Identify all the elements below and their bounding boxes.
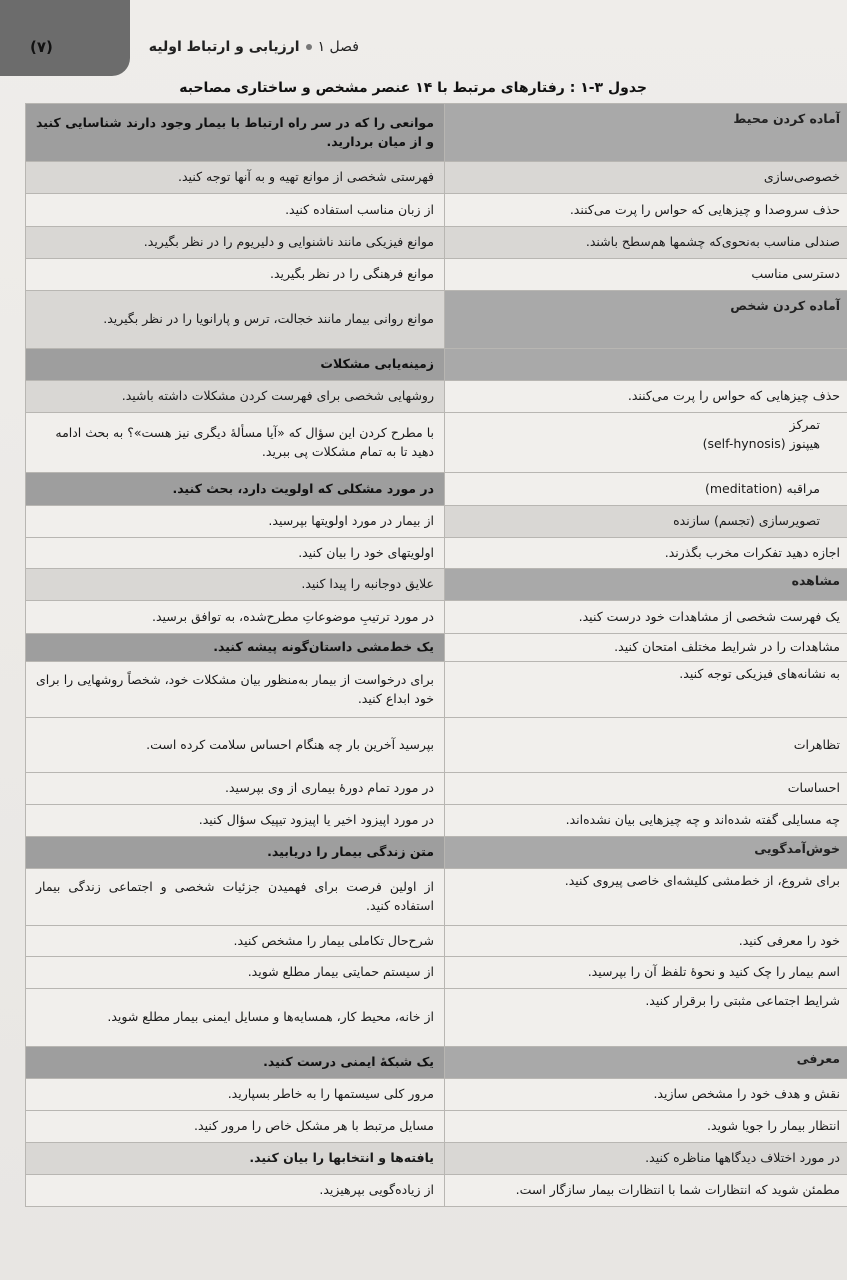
table-cell: انتظار بیمار را جویا شوید. (445, 1111, 847, 1143)
table-cell: تصویرسازی (تجسم) سازنده (445, 506, 847, 538)
table-row (26, 381, 847, 413)
table-cell: حذف سروصدا و چیزهایی که حواس را پرت می‌کنند. (445, 194, 847, 227)
table-cell: خود را معرفی کنید. (445, 926, 847, 957)
table-cell: موانع فیزیکی مانند ناشنوایی و دلیریوم را در نظر بگیرید. (26, 227, 445, 259)
table-cell: در مورد اختلاف دیدگاهها مناظره کنید. (445, 1143, 847, 1175)
table-row (26, 869, 847, 926)
term-label: هیپنوز (789, 435, 820, 451)
table-row (26, 104, 847, 162)
table-cell: با مطرح کردن این سؤال که «آیا مسألهٔ دیگری نیز هست»؟ به بحث ادامه دهید تا به تمام مشکلات پی ببرید. (26, 413, 445, 473)
chapter-label: فصل ۱ (317, 39, 359, 55)
table-cell: بپرسید آخرین بار چه هنگام احساس سلامت کرده است. (26, 718, 445, 773)
table-cell: فهرستی شخصی از موانع تهیه و به آنها توجه کنید. (26, 162, 445, 194)
table-cell: موانع فرهنگی را در نظر بگیرید. (26, 259, 445, 291)
page-number: (۷) (30, 38, 53, 56)
table-cell: خصوصی‌سازی (445, 162, 847, 194)
list-item (455, 435, 820, 454)
table-cell (445, 473, 847, 506)
table-row (26, 291, 847, 349)
table-cell: در مورد ترتیبِ موضوعاتِ مطرح‌شده، به توافق برسید. (26, 601, 445, 634)
table-cell: شرح‌حال تکاملی بیمار را مشخص کنید. (26, 926, 445, 957)
table-cell: صندلی مناسب به‌نحوی‌که چشمها هم‌سطح باشند. (445, 227, 847, 259)
table-cell: دسترسی مناسب (445, 259, 847, 291)
table-cell: مرور کلی سیستمها را به خاطر بسپارید. (26, 1079, 445, 1111)
section-heading: یک شبکهٔ ایمنی درست کنید. (26, 1047, 445, 1079)
table-cell: از زیاده‌گویی بپرهیزید. (26, 1175, 445, 1207)
section-heading: موانعی را که در سر راه ارتباط با بیمار وجود دارند شناسایی کنید و از میان بردارید. (26, 104, 445, 162)
table-cell: از سیستم حمایتی بیمار مطلع شوید. (26, 957, 445, 989)
table-cell: اجازه دهید تفکرات مخرب بگذرند. (445, 538, 847, 569)
table-row (26, 413, 847, 473)
table-cell: احساسات (445, 773, 847, 805)
table-row (26, 957, 847, 989)
table-row (26, 473, 847, 506)
behaviors-table (25, 103, 847, 1207)
table-row (26, 837, 847, 869)
table-cell: چه مسایلی گفته شده‌اند و چه چیزهایی بیان نشده‌اند. (445, 805, 847, 837)
table-title: جدول ۳-۱ : رفتارهای مرتبط با ۱۴ عنصر مشخص و ساختاری مصاحبه (179, 80, 647, 96)
running-header (149, 39, 359, 55)
table-row (26, 989, 847, 1047)
table-row (26, 1111, 847, 1143)
table-row (26, 1079, 847, 1111)
table-cell: در مورد تمام دورهٔ بیماری از وی بپرسید. (26, 773, 445, 805)
table-cell: اسم بیمار را چک کنید و نحوهٔ تلفظ آن را بپرسید. (445, 957, 847, 989)
table-row (26, 773, 847, 805)
section-heading: خوش‌آمدگویی (445, 837, 847, 869)
table-row (26, 506, 847, 538)
chapter-title: ارزیابی و ارتباط اولیه (148, 39, 300, 55)
term-label: مراقبه (786, 480, 820, 496)
term-english: (meditation) (704, 480, 783, 496)
bullet-dot-icon (306, 44, 312, 50)
table-row (26, 926, 847, 957)
table-row (26, 569, 847, 601)
table-cell: مسایل مرتبط با هر مشکل خاص را مرور کنید. (26, 1111, 445, 1143)
table-cell: شرایط اجتماعی مثبتی را برقرار کنید. (445, 989, 847, 1047)
table-cell: حذف چیزهایی که حواس را پرت می‌کنند. (445, 381, 847, 413)
section-heading: یک خط‌مشی داستان‌گونه پیشه کنید. (26, 634, 445, 662)
page-number-tab (0, 0, 130, 76)
table-row (26, 1143, 847, 1175)
table-row (26, 1175, 847, 1207)
table-row (26, 662, 847, 718)
table-cell: برای درخواست از بیمار به‌منظور بیان مشکلات خود، شخصاً روشهایی را برای خود ابداع کنید. (26, 662, 445, 718)
table-cell: مطمئن شوید که انتظارات شما با انتظارات بیمار سازگار است. (445, 1175, 847, 1207)
table-cell: از زبان مناسب استفاده کنید. (26, 194, 445, 227)
table-cell: از اولین فرصت برای فهمیدن جزئیات شخصی و اجتماعی زندگی بیمار استفاده کنید. (26, 869, 445, 926)
table-cell: روشهایی شخصی برای فهرست کردن مشکلات داشته باشید. (26, 381, 445, 413)
section-heading: متن زندگی بیمار را دریابید. (26, 837, 445, 869)
table-cell: در مورد اپیزود اخیر یا اپیزود تیپیک سؤال کنید. (26, 805, 445, 837)
section-heading: آماده کردن محیط (445, 104, 847, 162)
table-cell: مشاهدات را در شرایط مختلف امتحان کنید. (445, 634, 847, 662)
table-row (26, 227, 847, 259)
table-cell: برای شروع، از خط‌مشی کلیشه‌ای خاصی پیروی کنید. (445, 869, 847, 926)
table-cell: به نشانه‌های فیزیکی توجه کنید. (445, 662, 847, 718)
table-row (26, 349, 847, 381)
table-cell (445, 413, 847, 473)
section-heading: مشاهده (445, 569, 847, 601)
table-cell (445, 349, 847, 381)
term-english: (self-hynosis) (702, 435, 786, 451)
table-row (26, 538, 847, 569)
table-row (26, 259, 847, 291)
table-row (26, 718, 847, 773)
table-cell: از خانه، محیط کار، همسایه‌ها و مسایل ایمنی بیمار مطلع شوید. (26, 989, 445, 1047)
section-heading: آماده کردن شخص (445, 291, 847, 349)
table-row (26, 194, 847, 227)
table-cell: از بیمار در مورد اولویتها بپرسید. (26, 506, 445, 538)
table-cell: علایق دوجانبه را پیدا کنید. (26, 569, 445, 601)
table-row (26, 1047, 847, 1079)
section-heading: یافته‌ها و انتخابها را بیان کنید. (26, 1143, 445, 1175)
section-heading: معرفی (445, 1047, 847, 1079)
table-row (26, 634, 847, 662)
table-cell: یک فهرست شخصی از مشاهدات خود درست کنید. (445, 601, 847, 634)
table-cell: تظاهرات (445, 718, 847, 773)
table-cell: موانع روانی بیمار مانند خجالت، ترس و پارانویا را در نظر بگیرید. (26, 291, 445, 349)
table-cell: اولویتهای خود را بیان کنید. (26, 538, 445, 569)
section-heading: زمینه‌یابی مشکلات (26, 349, 445, 381)
table-cell: نقش و هدف خود را مشخص سازید. (445, 1079, 847, 1111)
section-heading: در مورد مشکلی که اولویت دارد، بحث کنید. (26, 473, 445, 506)
table-row (26, 805, 847, 837)
list-item: تمرکز (789, 417, 820, 432)
table-row (26, 162, 847, 194)
table-row (26, 601, 847, 634)
